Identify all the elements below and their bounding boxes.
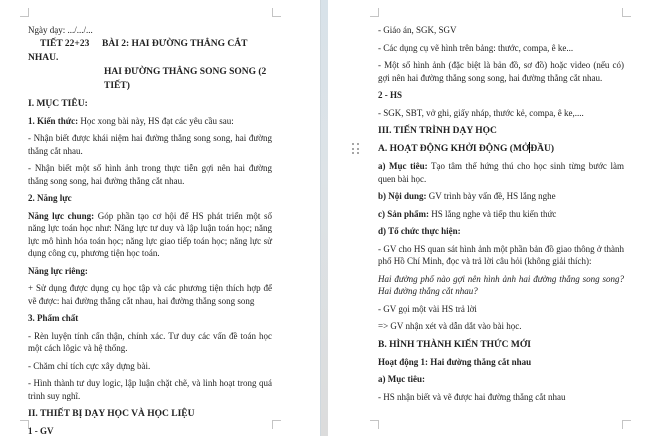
hs-item: - SGK, SBT, vở ghi, giấy nháp, thước kẻ, compa, ê ke,.... [378,107,584,118]
gv-item: - Giáo án, SGK, SGV [378,25,457,35]
knowledge-label: 1. Kiến thức: [28,115,79,126]
section-equipment-heading: II. THIẾT BỊ DẠY HỌC VÀ HỌC LIỆU [28,409,195,419]
product-label: c) Sản phẩm: [378,208,430,219]
section-process-heading: III. TIẾN TRÌNH DẠY HỌC [378,126,497,136]
qualities-item: - Rèn luyện tính cẩn thận, chính xác. Tư duy các vấn đề toán học một cách lôgic và hệ thống. [28,330,272,353]
lesson-title-line1 [28,37,272,65]
goal-label: a) Mục tiêu: [378,161,428,171]
knowledge-paragraph [28,115,272,128]
activity-a-block [378,142,624,156]
qualities-item: - Chăm chỉ tích cực xây dựng bài. [28,360,151,371]
activity1-goal-item: - HS nhận biết và vẽ được hai đường thẳng cắt nhau [378,391,566,402]
step-item: - GV gọi một vài HS trả lời [378,303,477,314]
qualities-heading: 3. Phẩm chất [28,313,79,323]
activity1-heading: Hoạt động 1: Hai đường thẳng cắt nhau [378,356,532,367]
knowledge-item: - Nhận biết một số hình ảnh trong thực tiễn gợi nên hai đường thẳng song song, hai đường thẳng cắt nhau. [28,163,272,186]
margin-corner-mark [370,8,379,17]
qualities-item: - Hình thành tư duy logic, lập luận chặt chẽ, và linh hoạt trong quá trình suy nghĩ. [28,378,272,401]
margin-corner-mark [370,420,379,429]
activity-a-heading: A. HOẠT ĐỘNG KHỞI ĐỘNG (MỞĐẦU) [378,144,555,154]
knowledge-text: Học xong bài này, HS đạt các yêu cầu sau: [78,115,234,126]
step-item: => GV nhận xét và dẫn dắt vào bài học. [378,321,522,331]
section-b-heading: B. HÌNH THÀNH KIẾN THỨC MỚI [378,339,531,350]
gv-heading: 1 - GV [28,426,54,436]
document-page-left[interactable] [0,0,320,436]
competence-heading: 2. Năng lực [28,193,72,203]
page-right-body[interactable] [378,24,624,408]
lesson-number: TIẾT 22+23 [40,38,90,49]
activity1-goal-label: a) Mục tiêu: [378,374,425,384]
gv-item: - Một số hình ảnh (đặc biệt là bản đồ, sơ đồ) hoặc video (nếu có) gợi nên hai đường thẳng song song, hai đường thẳng cắt nhau. [378,60,624,83]
general-competence-paragraph [28,210,272,260]
goal-text: Tạo tâm thế hứng thú cho học sinh từng bước làm quen bài học. [378,161,624,184]
margin-corner-mark [622,420,631,429]
content-text: GV trình bày vấn đề, HS lắng nghe [426,191,556,201]
product-text: HS lắng nghe và tiếp thu kiến thức [429,208,557,219]
margin-corner-mark [20,8,29,17]
margin-corner-mark [622,8,631,17]
general-competence-text: Góp phần tạo cơ hội để HS phát triển một số năng lực toán học như: Năng lực tư duy và lập luận toán học; năng lực mô hình hóa toán học; năng lực giao tiếp toán học; năng lực sử dụng công cụ, phương tiện học toán. [28,210,272,258]
margin-corner-mark [272,8,281,17]
drag-handle-icon[interactable] [352,143,360,155]
general-competence-label: Năng lực chung: [28,210,95,221]
margin-corner-mark [272,420,281,429]
lesson-title-text1: BÀI 2: HAI ĐƯỜNG THẲNG CẮT NHAU. [28,38,248,63]
date-line: Ngày dạy: .../.../... [28,25,93,35]
specific-competence-text: + Sử dụng được dụng cụ học tập và các phương tiện thích hợp để vẽ được: hai đường thẳng cắt nhau, hai đường thẳng song song [28,283,272,306]
content-paragraph [378,190,624,203]
question-text: Hai đường phố nào gợi nên hình ảnh hai đường thẳng song song? Hai đường thẳng cắt nhau? [378,273,624,296]
goal-paragraph [378,160,624,185]
page-left-body[interactable] [28,24,272,436]
section-objectives-heading: I. MỤC TIÊU: [28,98,88,109]
organization-text: - GV cho HS quan sát hình ảnh một phần bản đồ giao thông ở thành phố Hồ Chí Minh, đọc và trả lời câu hỏi (không giải thích): [378,243,624,266]
knowledge-item: - Nhận biết được khái niệm hai đường thẳng song song, hai đường thẳng cắt nhau. [28,133,272,156]
specific-competence-label: Năng lực riêng: [28,265,88,276]
gv-item: - Các dụng cụ vẽ hình trên bảng: thước, compa, ê ke... [378,42,574,53]
lesson-title-line2: HAI ĐƯỜNG THẲNG SONG SONG (2 TIẾT) [104,66,267,91]
content-label: b) Nội dung: [378,191,427,201]
document-page-right[interactable] [328,0,650,436]
hs-heading: 2 - HS [378,90,403,100]
product-paragraph [378,208,624,221]
organization-label: d) Tổ chức thực hiện: [378,226,461,236]
